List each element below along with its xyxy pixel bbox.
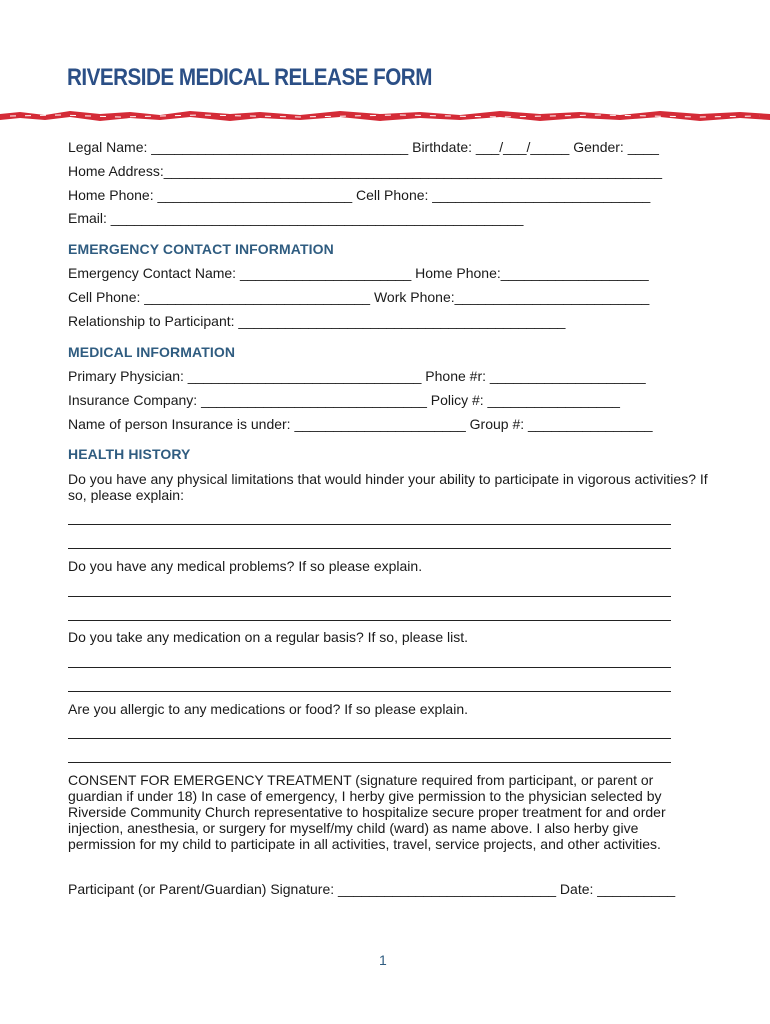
question-medication: Do you take any medication on a regular basis? If so, please list. <box>68 629 468 645</box>
answer-line <box>68 548 671 549</box>
answer-line <box>68 524 671 525</box>
question-physical-limitations: Do you have any physical limitations that would hinder your ability to participate in vigorous activities? If so, please explain: <box>68 471 708 503</box>
emergency-phone-line: Cell Phone: _____________________________ Work Phone:_________________________ <box>68 289 650 305</box>
signature-line: Participant (or Parent/Guardian) Signature: ____________________________ Date: __________ <box>68 881 676 897</box>
answer-line <box>68 762 671 763</box>
legal-name-line: Legal Name: _________________________________ Birthdate: ___/___/_____ Gender: ____ <box>68 139 659 155</box>
health-heading: HEALTH HISTORY <box>68 446 191 462</box>
emergency-contact-line: Emergency Contact Name: ______________________ Home Phone:___________________ <box>68 265 649 281</box>
physician-line: Primary Physician: ______________________________ Phone #r: ____________________ <box>68 368 646 384</box>
emergency-heading: EMERGENCY CONTACT INFORMATION <box>68 241 334 257</box>
email-line: Email: _____________________________________________________ <box>68 210 524 226</box>
insurance-line: Insurance Company: _____________________________ Policy #: _________________ <box>68 392 620 408</box>
answer-line <box>68 691 671 692</box>
consent-paragraph: CONSENT FOR EMERGENCY TREATMENT (signature required from participant, or parent or guardian if under 18) In case of emergency, I herby give permission to the physician selected by Riverside Community Church representative to hospitalize secure proper treatment for and order injection, anesthesia, or surgery for myself/my child (ward) as name above. I also herby give permission for my child to participate in all activities, travel, service projects, and other activities. <box>68 772 666 852</box>
question-allergies: Are you allergic to any medications or food? If so please explain. <box>68 701 469 717</box>
insured-person-line: Name of person Insurance is under: ______________________ Group #: ________________ <box>68 416 653 432</box>
answer-line <box>68 620 671 621</box>
relationship-line: Relationship to Participant: __________________________________________ <box>68 313 566 329</box>
answer-line <box>68 596 671 597</box>
answer-line <box>68 667 671 668</box>
decorative-brush-rule <box>0 109 770 123</box>
home-address-line: Home Address:________________________________________________________________ <box>68 163 663 179</box>
form-title: RIVERSIDE MEDICAL RELEASE FORM <box>67 64 432 91</box>
page-number: 1 <box>379 952 387 968</box>
medical-heading: MEDICAL INFORMATION <box>68 344 236 360</box>
phone-line: Home Phone: _________________________ Cell Phone: ____________________________ <box>68 187 651 203</box>
answer-line <box>68 738 671 739</box>
question-medical-problems: Do you have any medical problems? If so please explain. <box>68 558 423 574</box>
